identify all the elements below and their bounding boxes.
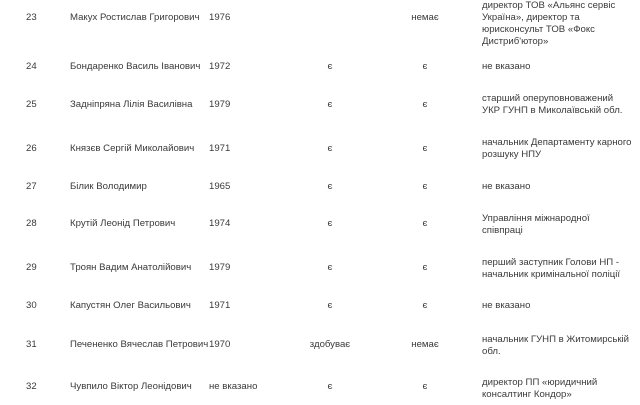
column-b-value: є (422, 381, 428, 392)
column-a-value: є (327, 262, 333, 273)
position-text: старший оперуповноважений УКР ГУНП в Миколаївській обл. (482, 93, 623, 116)
row-number: 29 (26, 262, 37, 273)
row-number: 32 (26, 381, 37, 392)
birth-year: 1974 (209, 218, 231, 229)
position-text: перший заступник Голови НП - начальник кримінальної поліції (482, 257, 621, 280)
column-a-value: є (327, 99, 333, 110)
person-name: Задніпряна Лілія Василівна (70, 99, 193, 110)
person-name: Крутій Леонід Петрович (70, 218, 176, 229)
column-a-value: є (327, 300, 333, 311)
column-b-value: є (422, 218, 428, 229)
column-b-value: є (422, 143, 428, 154)
column-b-value: немає (411, 339, 439, 350)
row-number: 23 (26, 12, 37, 23)
birth-year: 1971 (209, 143, 231, 154)
birth-year: 1965 (209, 181, 231, 192)
person-name: Чувпило Віктор Леонідович (70, 381, 192, 392)
position-text: Управління міжнародної співпраці (482, 213, 590, 236)
person-name: Білик Володимир (70, 181, 147, 192)
row-number: 27 (26, 181, 37, 192)
column-b-value: є (422, 262, 428, 273)
column-b-value: є (422, 99, 428, 110)
birth-year: 1970 (209, 339, 231, 350)
row-number: 25 (26, 99, 37, 110)
birth-year: 1979 (209, 99, 231, 110)
column-a-value: є (327, 381, 333, 392)
person-name: Капустян Олег Васильович (70, 300, 191, 311)
column-a-value: є (327, 181, 333, 192)
position-text: не вказано (482, 61, 531, 72)
row-number: 26 (26, 143, 37, 154)
column-b-value: є (422, 181, 428, 192)
person-name: Бондаренко Василь Іванович (70, 61, 201, 72)
position-text: директор ТОВ «Альянс сервіс Україна», директор та юрисконсульт ТОВ «Фокс Дистриб'ютор» (482, 0, 616, 47)
birth-year: 1971 (209, 300, 231, 311)
position-text: не вказано (482, 300, 531, 311)
position-text: начальник ГУНП в Житомирській обл. (482, 334, 630, 357)
birth-year: 1979 (209, 262, 231, 273)
person-name: Печененко Вячеслав Петрович (70, 339, 209, 350)
birth-year: 1972 (209, 61, 231, 72)
position-text: начальник Департаменту карного розшуку НПУ (482, 137, 632, 160)
row-number: 28 (26, 218, 37, 229)
column-b-value: є (422, 300, 428, 311)
column-a-value: є (327, 61, 333, 72)
column-a-value: є (327, 218, 333, 229)
person-name: Князєв Сергій Миколайович (70, 143, 195, 154)
position-text: не вказано (482, 181, 531, 192)
person-name: Троян Вадим Анатолійович (70, 262, 192, 273)
column-a-value: здобуває (309, 339, 351, 350)
person-name: Макух Ростислав Григорович (70, 12, 200, 23)
column-a-value: є (327, 143, 333, 154)
row-number: 31 (26, 339, 37, 350)
column-b-value: є (422, 61, 428, 72)
column-b-value: немає (411, 12, 439, 23)
row-number: 24 (26, 61, 37, 72)
row-number: 30 (26, 300, 37, 311)
birth-year: 1976 (209, 12, 231, 23)
position-text: директор ПП «юридичний консалтинг Кондор» (482, 377, 598, 400)
birth-year: не вказано (209, 381, 258, 392)
